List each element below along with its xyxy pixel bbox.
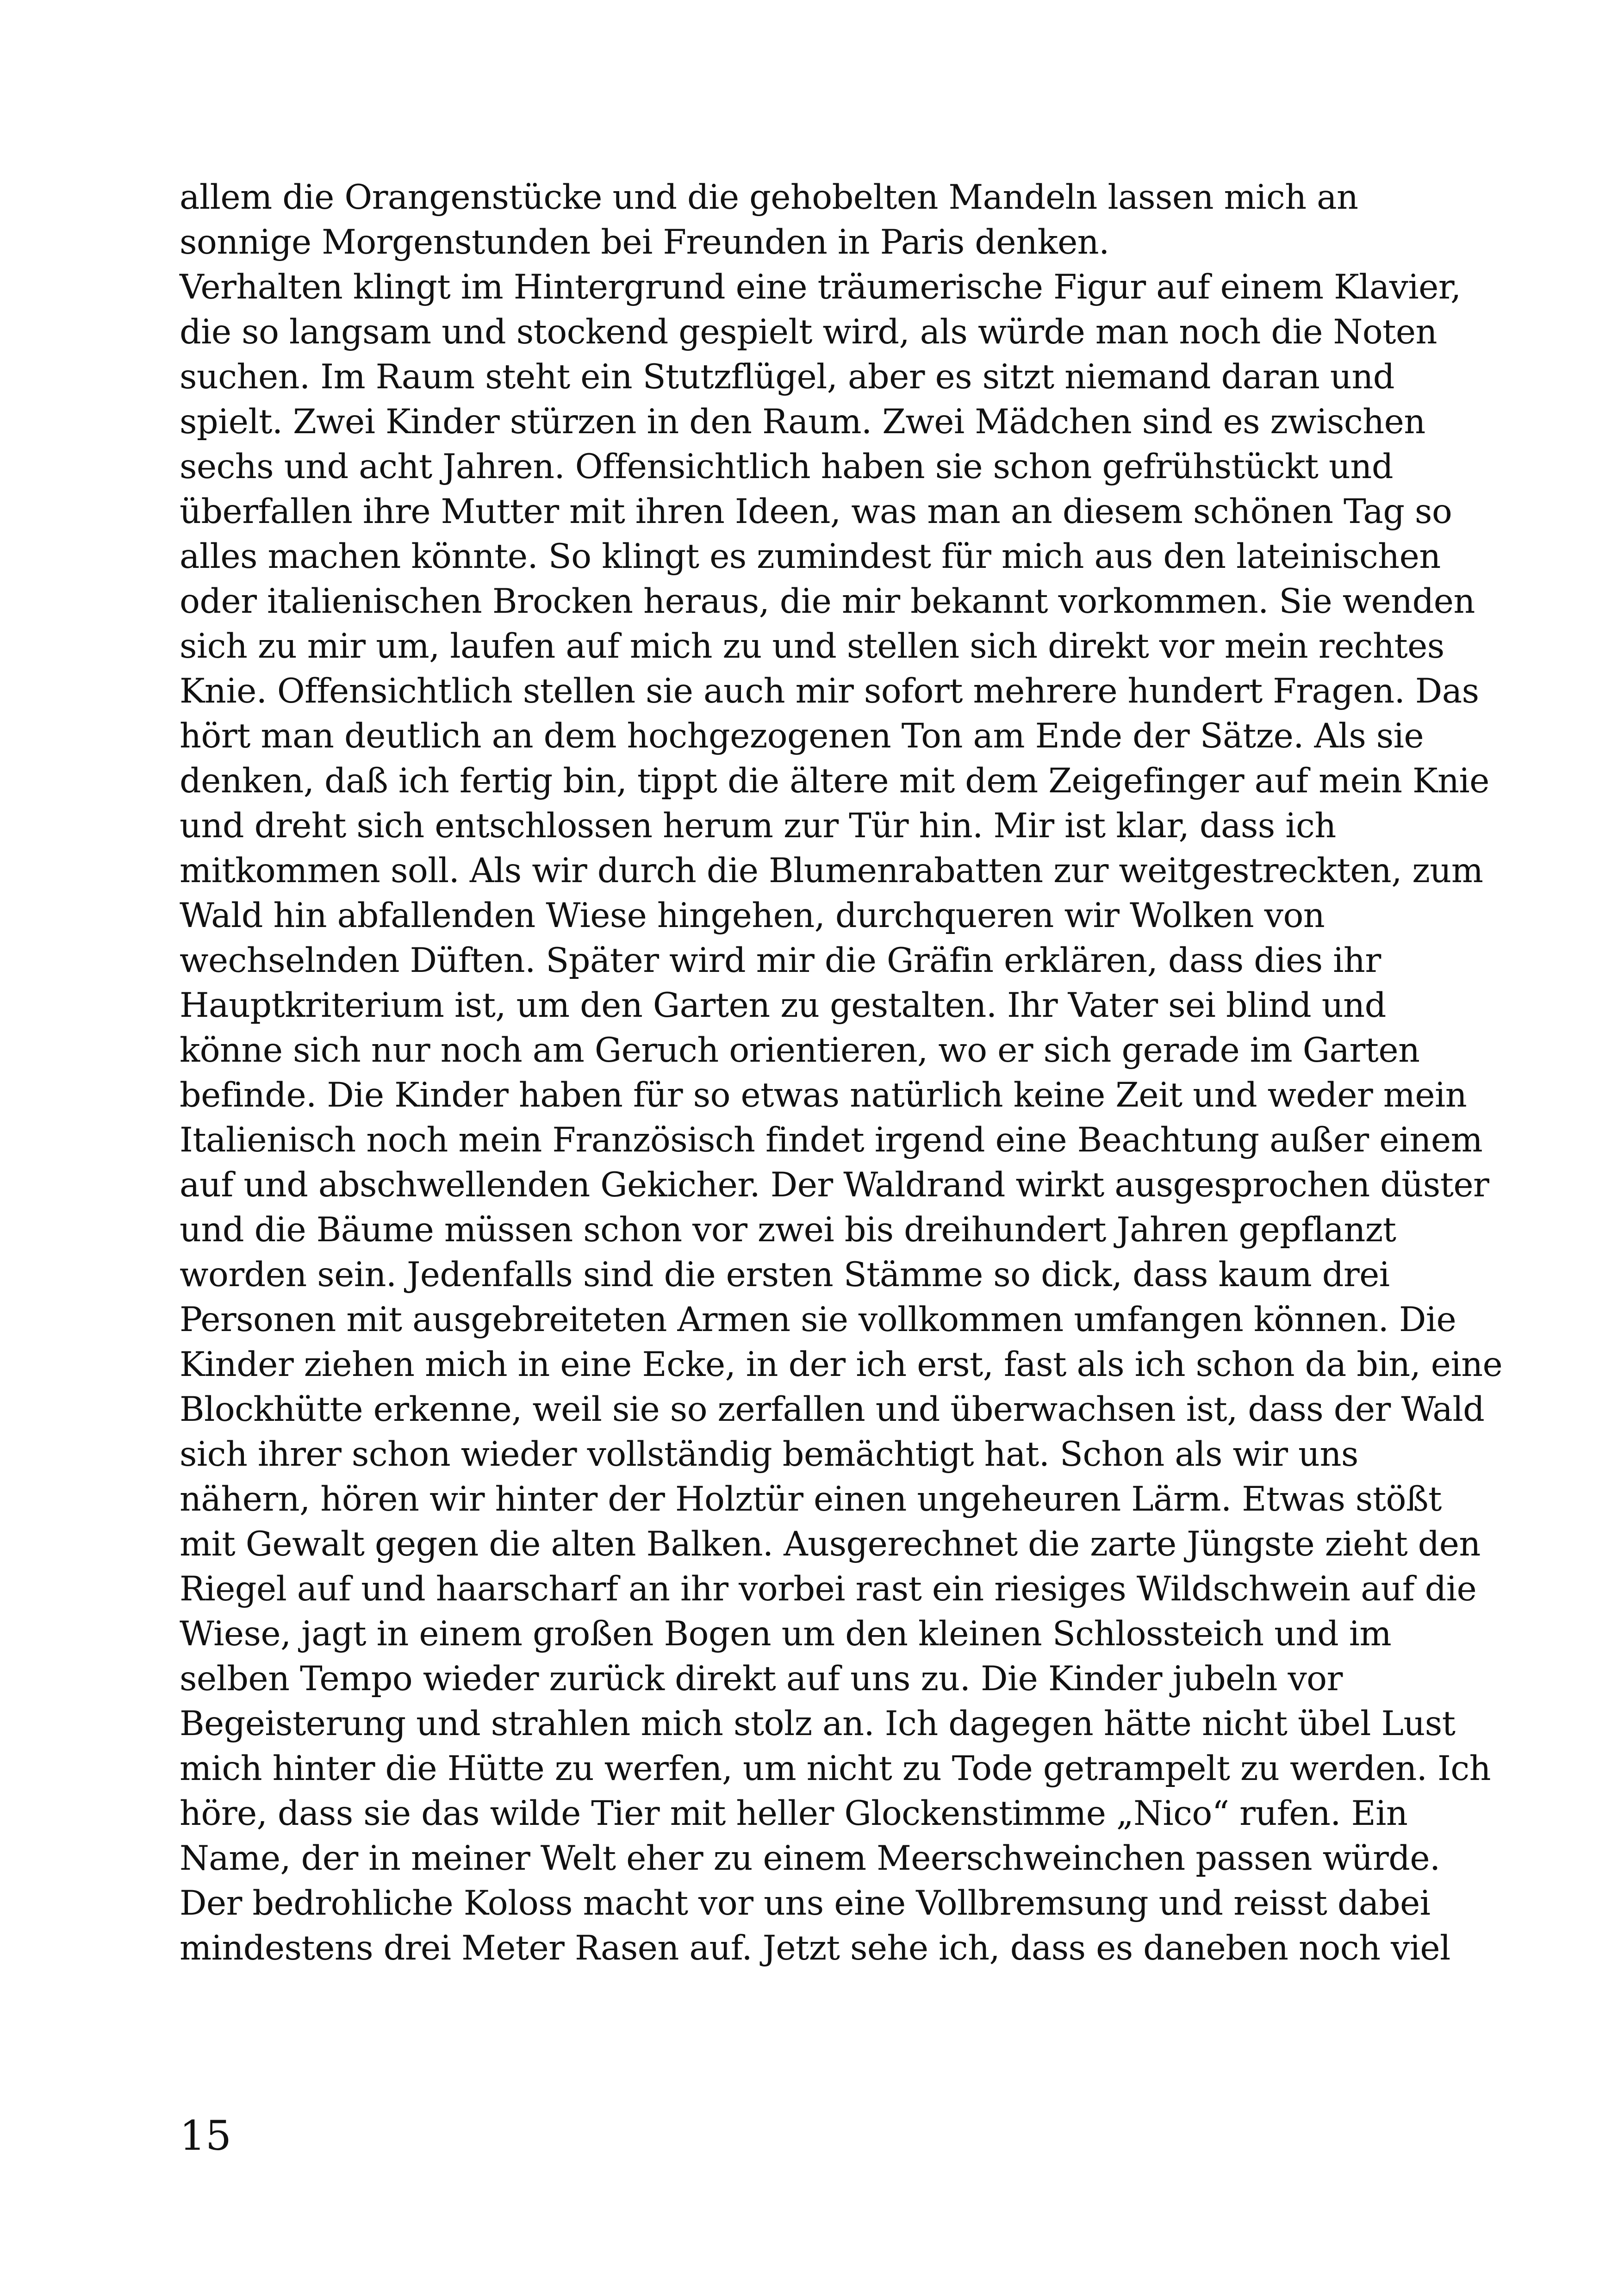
- text-line: Personen mit ausgebreiteten Armen sie vollkommen umfangen können. Die: [180, 1300, 1456, 1339]
- text-line: allem die Orangenstücke und die gehobelten Mandeln lassen mich an: [180, 178, 1358, 217]
- text-line: Der bedrohliche Koloss macht vor uns eine Vollbremsung und reisst dabei: [180, 1884, 1431, 1923]
- text-line: nähern, hören wir hinter der Holztür einen ungeheuren Lärm. Etwas stößt: [180, 1480, 1442, 1519]
- text-line: und dreht sich entschlossen herum zur Tür hin. Mir ist klar, dass ich: [180, 806, 1336, 846]
- text-line: spielt. Zwei Kinder stürzen in den Raum. Zwei Mädchen sind es zwischen: [180, 402, 1425, 442]
- text-line: oder italienischen Brocken heraus, die mir bekannt vorkommen. Sie wenden: [180, 582, 1475, 621]
- text-line: Wiese, jagt in einem großen Bogen um den kleinen Schlossteich und im: [180, 1614, 1392, 1654]
- text-line: mit Gewalt gegen die alten Balken. Ausgerechnet die zarte Jüngste zieht den: [180, 1524, 1481, 1564]
- text-line: hört man deutlich an dem hochgezogenen Ton am Ende der Sätze. Als sie: [180, 716, 1424, 756]
- text-line: die so langsam und stockend gespielt wird, als würde man noch die Noten: [180, 312, 1437, 352]
- text-line: Verhalten klingt im Hintergrund eine träumerische Figur auf einem Klavier,: [180, 268, 1461, 307]
- text-line: Begeisterung und strahlen mich stolz an. Ich dagegen hätte nicht übel Lust: [180, 1704, 1456, 1743]
- text-line: mich hinter die Hütte zu werfen, um nicht zu Tode getrampelt zu werden. Ich: [180, 1749, 1491, 1788]
- text-line: auf und abschwellenden Gekicher. Der Waldrand wirkt ausgesprochen düster: [180, 1165, 1489, 1205]
- text-line: Hauptkriterium ist, um den Garten zu gestalten. Ihr Vater sei blind und: [180, 986, 1386, 1025]
- text-line: worden sein. Jedenfalls sind die ersten Stämme so dick, dass kaum drei: [180, 1255, 1390, 1294]
- text-line: suchen. Im Raum steht ein Stutzflügel, aber es sitzt niemand daran und: [180, 357, 1394, 397]
- text-line: Italienisch noch mein Französisch findet irgend eine Beachtung außer einem: [180, 1120, 1483, 1160]
- text-line: mitkommen soll. Als wir durch die Blumenrabatten zur weitgestreckten, zum: [180, 851, 1483, 890]
- text-line: sich zu mir um, laufen auf mich zu und stellen sich direkt vor mein rechtes: [180, 627, 1444, 666]
- text-line: höre, dass sie das wilde Tier mit heller Glockenstimme „Nico“ rufen. Ein: [180, 1794, 1408, 1833]
- text-line: sonnige Morgenstunden bei Freunden in Paris denken.: [180, 223, 1109, 262]
- text-line: alles machen könnte. So klingt es zumindest für mich aus den lateinischen: [180, 537, 1441, 576]
- text-line: überfallen ihre Mutter mit ihren Ideen, was man an diesem schönen Tag so: [180, 492, 1452, 531]
- text-line: und die Bäume müssen schon vor zwei bis dreihundert Jahren gepflanzt: [180, 1210, 1396, 1250]
- text-line: wechselnden Düften. Später wird mir die Gräfin erklären, dass dies ihr: [180, 941, 1381, 980]
- text-line: könne sich nur noch am Geruch orientieren, wo er sich gerade im Garten: [180, 1031, 1420, 1070]
- text-line: Knie. Offensichtlich stellen sie auch mir sofort mehrere hundert Fragen. Das: [180, 672, 1479, 711]
- text-line: mindestens drei Meter Rasen auf. Jetzt sehe ich, dass es daneben noch viel: [180, 1929, 1450, 1968]
- text-line: Kinder ziehen mich in eine Ecke, in der ich erst, fast als ich schon da bin, eine: [180, 1345, 1503, 1384]
- text-line: befinde. Die Kinder haben für so etwas natürlich keine Zeit und weder mein: [180, 1076, 1467, 1115]
- page-number: 15: [180, 2112, 231, 2159]
- text-line: Blockhütte erkenne, weil sie so zerfallen und überwachsen ist, dass der Wald: [180, 1390, 1485, 1429]
- text-line: sechs und acht Jahren. Offensichtlich haben sie schon gefrühstückt und: [180, 447, 1393, 486]
- text-line: sich ihrer schon wieder vollständig bemächtigt hat. Schon als wir uns: [180, 1435, 1358, 1474]
- text-line: Name, der in meiner Welt eher zu einem Meerschweinchen passen würde.: [180, 1839, 1440, 1878]
- text-line: Wald hin abfallenden Wiese hingehen, durchqueren wir Wolken von: [180, 896, 1325, 935]
- text-line: denken, daß ich fertig bin, tippt die ältere mit dem Zeigefinger auf mein Knie: [180, 761, 1489, 801]
- body-text: [180, 175, 1503, 1971]
- text-line: selben Tempo wieder zurück direkt auf uns zu. Die Kinder jubeln vor: [180, 1659, 1343, 1699]
- text-line: Riegel auf und haarscharf an ihr vorbei rast ein riesiges Wildschwein auf die: [180, 1569, 1477, 1609]
